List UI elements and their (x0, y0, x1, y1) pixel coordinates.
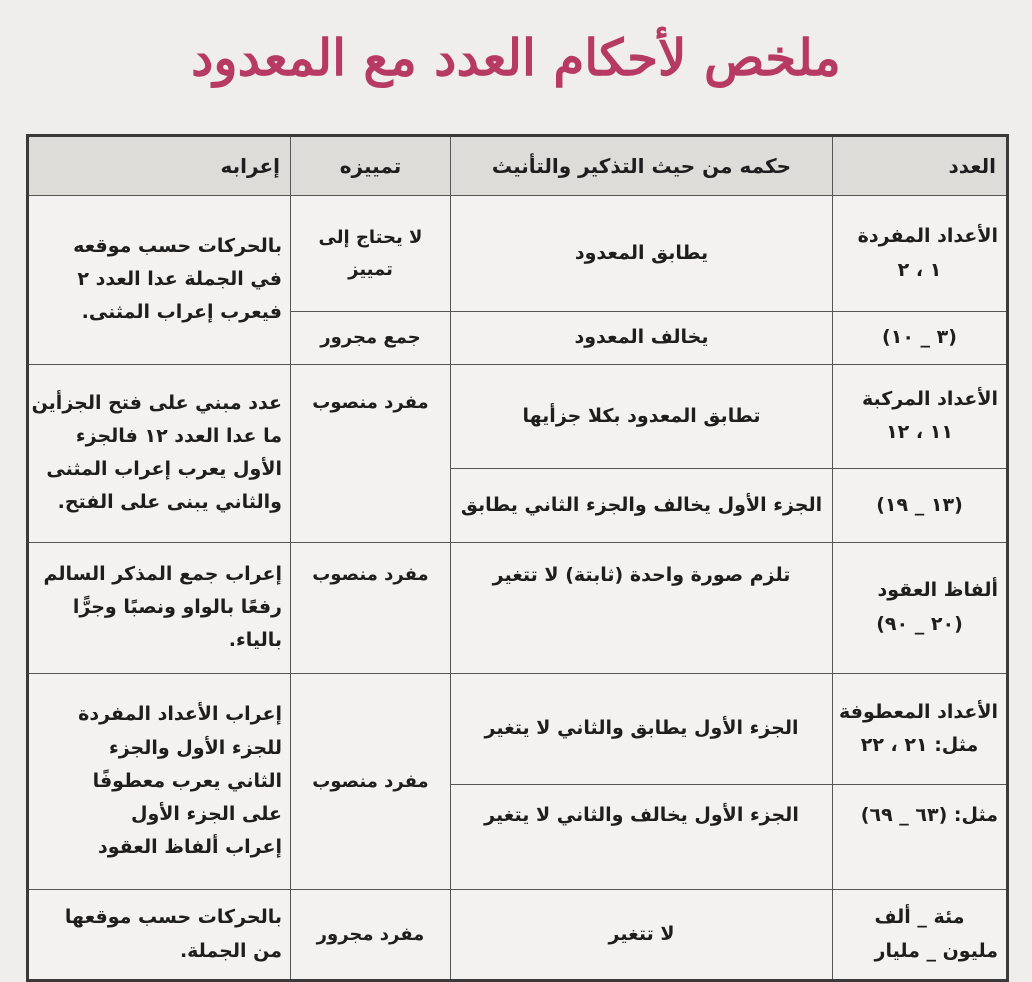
table-row-compound-1 (28, 364, 1008, 468)
cell-decades-case (28, 542, 291, 673)
cell-conjoined-number (833, 673, 1008, 784)
single-range-value: (٣ _ ١٠) (882, 326, 957, 349)
cell-compound-range (833, 468, 1008, 542)
conjoined-case-line: الثاني يعرب معطوفًا (92, 769, 282, 792)
table-row-conjoined-1 (28, 673, 1008, 784)
cell-compound-rule-2: الجزء الأول يخالف والجزء الثاني يطابق (451, 468, 833, 542)
decades-case-line: بالياء. (228, 629, 282, 652)
header-row (28, 136, 1008, 196)
decades-number-values: (٢٠ _ ٩٠) (876, 612, 963, 635)
conjoined-case-line: للجزء الأول والجزء (109, 736, 282, 759)
cell-single-specifier: لا يحتاج إلى تمييز (291, 196, 451, 312)
compound-case-line: عدد مبني على فتح الجزأين (31, 391, 282, 414)
cell-conjoined-case (28, 673, 291, 889)
cell-compound-number (833, 364, 1008, 468)
table-row-single-1 (28, 196, 1008, 312)
cell-large-rule: لا تتغير (451, 890, 833, 981)
conjoined-example-value: مثل: (٦٣ _ ٦٩) (860, 803, 998, 826)
cell-conjoined-specifier: مفرد منصوب (291, 673, 451, 889)
header-case: إعرابه (28, 136, 291, 196)
cell-compound-specifier: مفرد منصوب (291, 364, 451, 542)
single-case-line: بالحركات حسب موقعه (73, 234, 282, 257)
large-case-line: من الجملة. (179, 939, 282, 962)
decades-number-label: ألفاظ العقود (877, 579, 998, 602)
cell-decades-number (833, 542, 1008, 673)
compound-case-line: ما عدا العدد ١٢ فالجزء (75, 424, 282, 447)
cell-decades-specifier: مفرد منصوب (291, 542, 451, 673)
header-number: العدد (833, 136, 1008, 196)
single-case-line: في الجملة عدا العدد ٢ (77, 268, 282, 291)
cell-conjoined-rule: الجزء الأول يطابق والثاني لا يتغير (451, 673, 833, 784)
number-rules-table (26, 134, 1009, 982)
compound-case-line: والثاني يبنى على الفتح. (57, 491, 282, 514)
conjoined-number-values: مثل: ٢١ ، ٢٢ (860, 733, 979, 756)
large-number-line: مليون _ مليار (874, 939, 998, 962)
page-title: ملخص لأحكام العدد مع المعدود (191, 28, 841, 87)
decades-case-line: رفعًا بالواو ونصبًا وجرًّا (72, 596, 282, 619)
cell-compound-rule: تطابق المعدود بكلا جزأيها (451, 364, 833, 468)
conjoined-case-line: إعراب ألفاظ العقود (97, 836, 282, 859)
table-row-large (28, 890, 1008, 981)
cell-single-range (833, 312, 1008, 365)
cell-single-rule: يطابق المعدود (451, 196, 833, 312)
large-case-line: بالحركات حسب موقعها (64, 906, 282, 929)
single-number-label: الأعداد المفردة (857, 225, 998, 248)
table-row-decades (28, 542, 1008, 673)
cell-single-specifier-2: جمع مجرور (291, 312, 451, 365)
cell-compound-case (28, 364, 291, 542)
cell-large-number (833, 890, 1008, 981)
single-number-values: ١ ، ٢ (897, 258, 942, 281)
cell-decades-rule: تلزم صورة واحدة (ثابتة) لا تتغير (451, 542, 833, 673)
compound-case-line: الأول يعرب إعراب المثنى (46, 458, 282, 481)
cell-large-case (28, 890, 291, 981)
compound-number-label: الأعداد المركبة (861, 387, 998, 410)
conjoined-number-label: الأعداد المعطوفة (839, 700, 998, 723)
single-case-line: فيعرب إعراب المثنى. (81, 301, 282, 324)
header-rule: حكمه من حيث التذكير والتأنيث (451, 136, 833, 196)
cell-large-specifier: مفرد مجرور (291, 890, 451, 981)
decades-case-line: إعراب جمع المذكر السالم (43, 562, 282, 585)
compound-number-values: ١١ ، ١٢ (886, 421, 953, 444)
large-number-line: مئة _ ألف (874, 906, 965, 929)
cell-single-number (833, 196, 1008, 312)
cell-conjoined-example (833, 784, 1008, 889)
conjoined-case-line: على الجزء الأول (130, 803, 282, 826)
header-specifier: تمييزه (291, 136, 451, 196)
cell-single-case (28, 196, 291, 365)
cell-conjoined-rule-2: الجزء الأول يخالف والثاني لا يتغير (451, 784, 833, 889)
conjoined-case-line: إعراب الأعداد المفردة (78, 703, 282, 726)
compound-range-value: (١٣ _ ١٩) (876, 493, 963, 516)
cell-single-rule-2: يخالف المعدود (451, 312, 833, 365)
